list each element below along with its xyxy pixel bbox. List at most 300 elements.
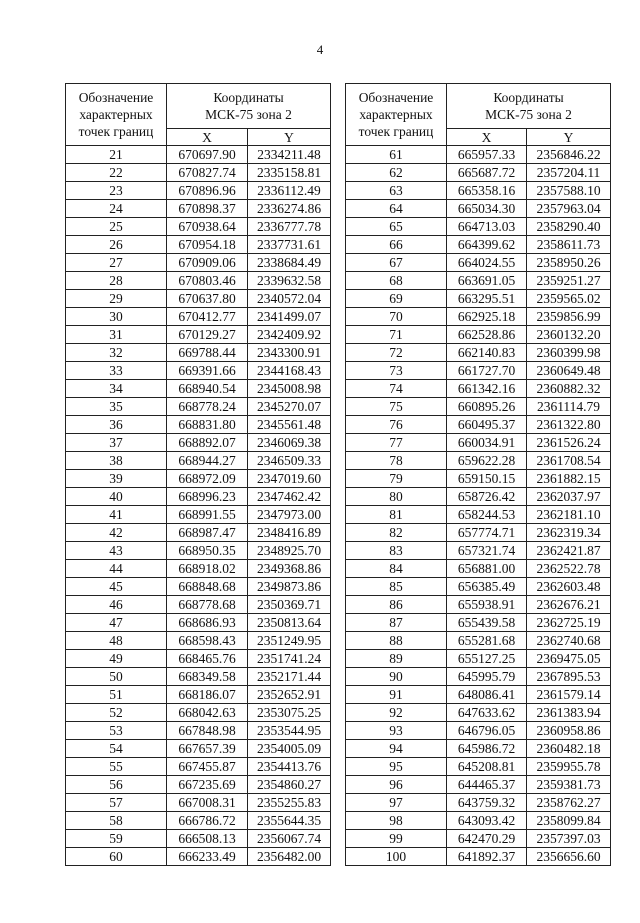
- table-row: [66, 686, 331, 704]
- table-row: [346, 344, 611, 362]
- y-coordinate-cell: 2356846.22: [527, 146, 611, 164]
- x-coordinate-cell: 664399.62: [447, 236, 527, 254]
- x-coordinate-cell: 665358.16: [447, 182, 527, 200]
- table-row: [346, 182, 611, 200]
- point-number-cell: 60: [66, 848, 167, 866]
- y-coordinate-cell: 2347462.42: [248, 488, 331, 506]
- x-coordinate-cell: 668465.76: [167, 650, 248, 668]
- y-coordinate-cell: 2345561.48: [248, 416, 331, 434]
- x-coordinate-cell: 642470.29: [447, 830, 527, 848]
- x-coordinate-cell: 667657.39: [167, 740, 248, 758]
- y-coordinate-cell: 2354860.27: [248, 776, 331, 794]
- x-coordinate-cell: 670412.77: [167, 308, 248, 326]
- table-row: [66, 506, 331, 524]
- table-row: [346, 794, 611, 812]
- point-number-cell: 21: [66, 146, 167, 164]
- y-coordinate-cell: 2360958.86: [527, 722, 611, 740]
- point-number-cell: 68: [346, 272, 447, 290]
- point-number-cell: 58: [66, 812, 167, 830]
- table-row: [66, 776, 331, 794]
- point-number-cell: 77: [346, 434, 447, 452]
- x-coordinate-cell: 668944.27: [167, 452, 248, 470]
- x-coordinate-cell: 668042.63: [167, 704, 248, 722]
- y-coordinate-cell: 2356482.00: [248, 848, 331, 866]
- point-number-cell: 89: [346, 650, 447, 668]
- y-coordinate-cell: 2362676.21: [527, 596, 611, 614]
- point-number-cell: 38: [66, 452, 167, 470]
- table-row: [346, 686, 611, 704]
- table-row: [346, 740, 611, 758]
- table-row: [66, 308, 331, 326]
- point-number-cell: 74: [346, 380, 447, 398]
- y-coordinate-cell: 2351741.24: [248, 650, 331, 668]
- table-row: [66, 326, 331, 344]
- table-row: [346, 380, 611, 398]
- x-coordinate-cell: 660895.26: [447, 398, 527, 416]
- point-label-line: Обозначение: [358, 90, 434, 105]
- point-number-cell: 22: [66, 164, 167, 182]
- point-number-cell: 75: [346, 398, 447, 416]
- y-coordinate-cell: 2348416.89: [248, 524, 331, 542]
- y-coordinate-cell: 2337731.61: [248, 236, 331, 254]
- x-coordinate-cell: 667008.31: [167, 794, 248, 812]
- point-number-cell: 39: [66, 470, 167, 488]
- point-number-cell: 96: [346, 776, 447, 794]
- y-coordinate-cell: 2362725.19: [527, 614, 611, 632]
- point-number-cell: 65: [346, 218, 447, 236]
- x-coordinate-cell: 655127.25: [447, 650, 527, 668]
- y-coordinate-cell: 2358950.26: [527, 254, 611, 272]
- point-number-cell: 78: [346, 452, 447, 470]
- y-coordinate-cell: 2356656.60: [527, 848, 611, 866]
- table-row: [346, 506, 611, 524]
- x-coordinate-cell: 643093.42: [447, 812, 527, 830]
- table-row: [346, 290, 611, 308]
- table-row: [66, 290, 331, 308]
- x-coordinate-cell: 668996.23: [167, 488, 248, 506]
- x-coordinate-cell: 655439.58: [447, 614, 527, 632]
- point-number-cell: 41: [66, 506, 167, 524]
- point-number-cell: 84: [346, 560, 447, 578]
- table-row: [346, 632, 611, 650]
- table-row: [346, 236, 611, 254]
- table-row: [66, 560, 331, 578]
- table-row: [66, 254, 331, 272]
- y-coordinate-cell: 2361383.94: [527, 704, 611, 722]
- table-row: [66, 542, 331, 560]
- point-number-cell: 42: [66, 524, 167, 542]
- y-coordinate-cell: 2357204.11: [527, 164, 611, 182]
- x-coordinate-cell: 670896.96: [167, 182, 248, 200]
- x-coordinate-cell: 644465.37: [447, 776, 527, 794]
- x-coordinate-cell: 659150.15: [447, 470, 527, 488]
- x-coordinate-cell: 666786.72: [167, 812, 248, 830]
- x-coordinate-cell: 668831.80: [167, 416, 248, 434]
- y-coordinate-cell: 2342409.92: [248, 326, 331, 344]
- table-row: [346, 650, 611, 668]
- y-coordinate-cell: 2362319.34: [527, 524, 611, 542]
- y-coordinate-cell: 2360399.98: [527, 344, 611, 362]
- table-row: [346, 542, 611, 560]
- table-row: [346, 452, 611, 470]
- x-coordinate-cell: 665034.30: [447, 200, 527, 218]
- x-coordinate-cell: 668940.54: [167, 380, 248, 398]
- x-coordinate-cell: 670898.37: [167, 200, 248, 218]
- table-row: [66, 434, 331, 452]
- table-row: [66, 524, 331, 542]
- point-number-cell: 93: [346, 722, 447, 740]
- point-number-cell: 29: [66, 290, 167, 308]
- point-number-cell: 83: [346, 542, 447, 560]
- x-coordinate-cell: 668987.47: [167, 524, 248, 542]
- point-number-cell: 57: [66, 794, 167, 812]
- y-coordinate-cell: 2362740.68: [527, 632, 611, 650]
- page-number: 4: [316, 42, 324, 57]
- point-number-cell: 43: [66, 542, 167, 560]
- table-row: [66, 596, 331, 614]
- x-coordinate-cell: 662528.86: [447, 326, 527, 344]
- y-coordinate-cell: 2336112.49: [248, 182, 331, 200]
- x-coordinate-cell: 666508.13: [167, 830, 248, 848]
- x-coordinate-cell: 668991.55: [167, 506, 248, 524]
- x-coordinate-cell: 663691.05: [447, 272, 527, 290]
- x-coordinate-cell: 668972.09: [167, 470, 248, 488]
- x-coordinate-cell: 668349.58: [167, 668, 248, 686]
- y-coordinate-cell: 2362522.78: [527, 560, 611, 578]
- point-number-cell: 51: [66, 686, 167, 704]
- table-row: [66, 812, 331, 830]
- table-row: [346, 722, 611, 740]
- y-coordinate-cell: 2354413.76: [248, 758, 331, 776]
- y-coordinate-cell: 2335158.81: [248, 164, 331, 182]
- table-row: [346, 614, 611, 632]
- y-coordinate-cell: 2361526.24: [527, 434, 611, 452]
- x-coordinate-cell: 655938.91: [447, 596, 527, 614]
- x-coordinate-cell: 656385.49: [447, 578, 527, 596]
- x-coordinate-cell: 660495.37: [447, 416, 527, 434]
- x-coordinate-cell: 669788.44: [167, 344, 248, 362]
- y-coordinate-cell: 2347019.60: [248, 470, 331, 488]
- point-number-cell: 86: [346, 596, 447, 614]
- x-coordinate-cell: 658726.42: [447, 488, 527, 506]
- y-coordinate-cell: 2351249.95: [248, 632, 331, 650]
- coords-header: [447, 84, 611, 129]
- y-coordinate-cell: 2345270.07: [248, 398, 331, 416]
- y-coordinate-cell: 2359856.99: [527, 308, 611, 326]
- table-row: [66, 704, 331, 722]
- point-number-cell: 100: [346, 848, 447, 866]
- y-coordinate-cell: 2362421.87: [527, 542, 611, 560]
- y-coordinate-cell: 2350813.64: [248, 614, 331, 632]
- y-coordinate-cell: 2358099.84: [527, 812, 611, 830]
- point-number-cell: 33: [66, 362, 167, 380]
- point-number-cell: 67: [346, 254, 447, 272]
- x-coordinate-cell: 668918.02: [167, 560, 248, 578]
- coords-label-line: Координаты: [213, 90, 284, 105]
- point-number-cell: 61: [346, 146, 447, 164]
- x-coordinate-cell: 665687.72: [447, 164, 527, 182]
- table-row: [66, 380, 331, 398]
- table-row: [66, 758, 331, 776]
- x-coordinate-cell: 668186.07: [167, 686, 248, 704]
- table-row: [346, 272, 611, 290]
- y-coordinate-cell: 2358611.73: [527, 236, 611, 254]
- point-number-cell: 63: [346, 182, 447, 200]
- x-coordinate-cell: 645208.81: [447, 758, 527, 776]
- table-row: [346, 470, 611, 488]
- x-coordinate-cell: 647633.62: [447, 704, 527, 722]
- x-coordinate-cell: 646796.05: [447, 722, 527, 740]
- y-coordinate-cell: 2343300.91: [248, 344, 331, 362]
- table-row: [346, 146, 611, 164]
- y-coordinate-cell: 2359565.02: [527, 290, 611, 308]
- point-label-line: характерных: [79, 107, 153, 122]
- point-number-cell: 25: [66, 218, 167, 236]
- point-number-cell: 50: [66, 668, 167, 686]
- point-number-cell: 70: [346, 308, 447, 326]
- point-number-cell: 87: [346, 614, 447, 632]
- table-row: [346, 758, 611, 776]
- y-coordinate-cell: 2355255.83: [248, 794, 331, 812]
- x-coordinate-cell: 668778.24: [167, 398, 248, 416]
- coords-header: [167, 84, 331, 129]
- y-coordinate-cell: 2362603.48: [527, 578, 611, 596]
- y-coordinate-cell: 2345008.98: [248, 380, 331, 398]
- table-row: [66, 848, 331, 866]
- table-row: [66, 740, 331, 758]
- y-coordinate-cell: 2367895.53: [527, 668, 611, 686]
- point-number-cell: 28: [66, 272, 167, 290]
- y-coordinate-cell: 2358290.40: [527, 218, 611, 236]
- point-number-cell: 32: [66, 344, 167, 362]
- point-number-cell: 64: [346, 200, 447, 218]
- point-number-cell: 31: [66, 326, 167, 344]
- x-coordinate-cell: 664713.03: [447, 218, 527, 236]
- table-row: [346, 254, 611, 272]
- table-row: [66, 164, 331, 182]
- point-number-cell: 73: [346, 362, 447, 380]
- y-coordinate-cell: 2361322.80: [527, 416, 611, 434]
- point-number-cell: 76: [346, 416, 447, 434]
- y-coordinate-cell: 2346069.38: [248, 434, 331, 452]
- y-coordinate-cell: 2355644.35: [248, 812, 331, 830]
- point-label-header: [346, 84, 447, 146]
- point-number-cell: 82: [346, 524, 447, 542]
- y-coordinate-cell: 2361114.79: [527, 398, 611, 416]
- point-number-cell: 35: [66, 398, 167, 416]
- x-coordinate-cell: 670129.27: [167, 326, 248, 344]
- x-coordinate-cell: 645986.72: [447, 740, 527, 758]
- x-coordinate-cell: 670827.74: [167, 164, 248, 182]
- point-number-cell: 62: [346, 164, 447, 182]
- y-coordinate-cell: 2341499.07: [248, 308, 331, 326]
- y-column-header: Y: [527, 129, 611, 146]
- y-coordinate-cell: 2349873.86: [248, 578, 331, 596]
- point-number-cell: 90: [346, 668, 447, 686]
- point-number-cell: 53: [66, 722, 167, 740]
- table-row: [346, 848, 611, 866]
- x-column-header: X: [447, 129, 527, 146]
- table-row: [346, 704, 611, 722]
- y-coordinate-cell: 2352171.44: [248, 668, 331, 686]
- y-coordinate-cell: 2369475.05: [527, 650, 611, 668]
- x-coordinate-cell: 641892.37: [447, 848, 527, 866]
- x-coordinate-cell: 643759.32: [447, 794, 527, 812]
- table-row: [346, 218, 611, 236]
- point-number-cell: 46: [66, 596, 167, 614]
- table-row: [346, 488, 611, 506]
- table-row: [346, 596, 611, 614]
- point-number-cell: 95: [346, 758, 447, 776]
- table-row: [66, 578, 331, 596]
- table-row: [66, 416, 331, 434]
- point-number-cell: 27: [66, 254, 167, 272]
- table-row: [346, 830, 611, 848]
- x-coordinate-cell: 662925.18: [447, 308, 527, 326]
- table-row: [346, 578, 611, 596]
- y-coordinate-cell: 2340572.04: [248, 290, 331, 308]
- point-number-cell: 44: [66, 560, 167, 578]
- table-row: [66, 632, 331, 650]
- x-coordinate-cell: 670954.18: [167, 236, 248, 254]
- table-row: [346, 326, 611, 344]
- table-row: [66, 668, 331, 686]
- point-number-cell: 48: [66, 632, 167, 650]
- y-coordinate-cell: 2361708.54: [527, 452, 611, 470]
- x-coordinate-cell: 667235.69: [167, 776, 248, 794]
- y-coordinate-cell: 2348925.70: [248, 542, 331, 560]
- point-number-cell: 80: [346, 488, 447, 506]
- x-coordinate-cell: 667455.87: [167, 758, 248, 776]
- coordinates-table-left: [65, 83, 331, 866]
- table-row: [66, 146, 331, 164]
- table-row: [66, 722, 331, 740]
- x-coordinate-cell: 668686.93: [167, 614, 248, 632]
- x-coordinate-cell: 668848.68: [167, 578, 248, 596]
- y-coordinate-cell: 2336274.86: [248, 200, 331, 218]
- x-coordinate-cell: 667848.98: [167, 722, 248, 740]
- table-row: [66, 398, 331, 416]
- y-coordinate-cell: 2347973.00: [248, 506, 331, 524]
- point-number-cell: 45: [66, 578, 167, 596]
- point-label-line: Обозначение: [78, 90, 154, 105]
- table-row: [346, 524, 611, 542]
- coords-label-line: МСК-75 зона 2: [485, 107, 572, 122]
- x-coordinate-cell: 648086.41: [447, 686, 527, 704]
- x-coordinate-cell: 670637.80: [167, 290, 248, 308]
- x-coordinate-cell: 660034.91: [447, 434, 527, 452]
- y-coordinate-cell: 2339632.58: [248, 272, 331, 290]
- point-number-cell: 88: [346, 632, 447, 650]
- point-number-cell: 24: [66, 200, 167, 218]
- y-coordinate-cell: 2360649.48: [527, 362, 611, 380]
- y-coordinate-cell: 2353075.25: [248, 704, 331, 722]
- y-coordinate-cell: 2344168.43: [248, 362, 331, 380]
- table-row: [66, 218, 331, 236]
- y-coordinate-cell: 2359955.78: [527, 758, 611, 776]
- table-row: [66, 236, 331, 254]
- y-coordinate-cell: 2362037.97: [527, 488, 611, 506]
- table-row: [66, 200, 331, 218]
- x-coordinate-cell: 670697.90: [167, 146, 248, 164]
- y-coordinate-cell: 2357397.03: [527, 830, 611, 848]
- x-coordinate-cell: 662140.83: [447, 344, 527, 362]
- y-coordinate-cell: 2346509.33: [248, 452, 331, 470]
- y-coordinate-cell: 2360882.32: [527, 380, 611, 398]
- x-coordinate-cell: 656881.00: [447, 560, 527, 578]
- x-coordinate-cell: 670938.64: [167, 218, 248, 236]
- y-coordinate-cell: 2361882.15: [527, 470, 611, 488]
- x-coordinate-cell: 668778.68: [167, 596, 248, 614]
- table-row: [66, 614, 331, 632]
- point-number-cell: 81: [346, 506, 447, 524]
- y-coordinate-cell: 2361579.14: [527, 686, 611, 704]
- x-column-header: X: [167, 129, 248, 146]
- x-coordinate-cell: 670803.46: [167, 272, 248, 290]
- x-coordinate-cell: 645995.79: [447, 668, 527, 686]
- point-number-cell: 37: [66, 434, 167, 452]
- point-number-cell: 56: [66, 776, 167, 794]
- point-number-cell: 94: [346, 740, 447, 758]
- point-number-cell: 99: [346, 830, 447, 848]
- table-row: [66, 344, 331, 362]
- y-coordinate-cell: 2338684.49: [248, 254, 331, 272]
- point-number-cell: 52: [66, 704, 167, 722]
- y-coordinate-cell: 2359381.73: [527, 776, 611, 794]
- x-coordinate-cell: 665957.33: [447, 146, 527, 164]
- table-row: [346, 812, 611, 830]
- y-column-header: Y: [248, 129, 331, 146]
- table-row: [346, 308, 611, 326]
- y-coordinate-cell: 2359251.27: [527, 272, 611, 290]
- x-coordinate-cell: 661727.70: [447, 362, 527, 380]
- x-coordinate-cell: 669391.66: [167, 362, 248, 380]
- point-number-cell: 91: [346, 686, 447, 704]
- x-coordinate-cell: 657774.71: [447, 524, 527, 542]
- table-row: [346, 200, 611, 218]
- table-row: [346, 398, 611, 416]
- x-coordinate-cell: 670909.06: [167, 254, 248, 272]
- table-row: [66, 488, 331, 506]
- x-coordinate-cell: 663295.51: [447, 290, 527, 308]
- table-row: [346, 416, 611, 434]
- x-coordinate-cell: 658244.53: [447, 506, 527, 524]
- y-coordinate-cell: 2357963.04: [527, 200, 611, 218]
- coords-label-line: МСК-75 зона 2: [205, 107, 292, 122]
- y-coordinate-cell: 2356067.74: [248, 830, 331, 848]
- x-coordinate-cell: 655281.68: [447, 632, 527, 650]
- coordinates-table-right: [345, 83, 611, 866]
- table-row: [66, 452, 331, 470]
- table-row: [346, 434, 611, 452]
- table-row: [66, 830, 331, 848]
- point-label-line: точек границ: [358, 124, 434, 139]
- table-row: [346, 164, 611, 182]
- y-coordinate-cell: 2354005.09: [248, 740, 331, 758]
- table-row: [346, 668, 611, 686]
- x-coordinate-cell: 668598.43: [167, 632, 248, 650]
- y-coordinate-cell: 2362181.10: [527, 506, 611, 524]
- point-number-cell: 26: [66, 236, 167, 254]
- point-number-cell: 55: [66, 758, 167, 776]
- point-number-cell: 59: [66, 830, 167, 848]
- table-row: [346, 362, 611, 380]
- table-row: [66, 650, 331, 668]
- y-coordinate-cell: 2336777.78: [248, 218, 331, 236]
- point-number-cell: 54: [66, 740, 167, 758]
- point-number-cell: 72: [346, 344, 447, 362]
- table-row: [66, 272, 331, 290]
